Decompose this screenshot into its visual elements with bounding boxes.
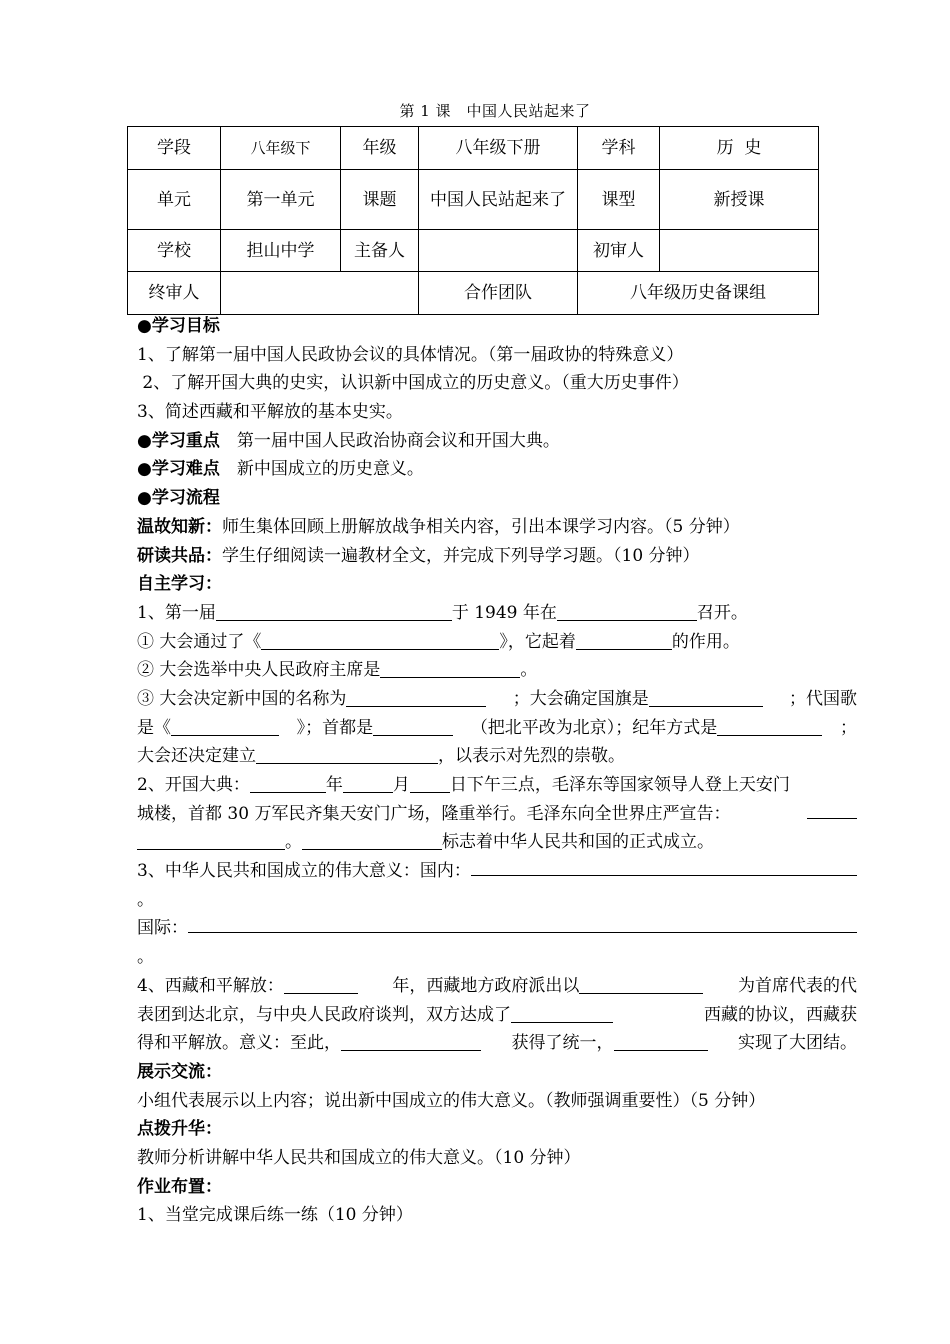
blank[interactable] — [557, 602, 697, 621]
table-row — [128, 272, 819, 315]
cell-reviewer[interactable] — [660, 230, 819, 272]
question-3-intl: 国际： — [137, 914, 857, 943]
cell-school: 担山中学 — [221, 230, 341, 272]
cell-team: 八年级历史备课组 — [578, 272, 819, 315]
objective-item: 2、了解开国大典的史实，认识新中国成立的历史意义。（重大历史事件） — [137, 373, 689, 394]
cell-unit: 第一单元 — [221, 170, 341, 230]
blank[interactable] — [256, 745, 438, 764]
lesson-title: 第 1 课 中国人民站起来了 — [399, 102, 591, 120]
difficulty-point — [137, 455, 857, 484]
blank[interactable] — [471, 857, 857, 876]
blank[interactable] — [216, 602, 452, 621]
blank[interactable] — [576, 631, 672, 650]
objectives-heading: ●学习目标 — [137, 316, 220, 336]
cell-label-grade: 年级 — [341, 127, 419, 170]
study-label: 研读共品： — [137, 545, 222, 566]
review-text: 师生集体回顾上册解放战争相关内容，引出本课学习内容。（5 分钟） — [222, 516, 740, 537]
review-label: 温故知新： — [137, 516, 222, 537]
blank[interactable] — [380, 659, 520, 678]
process-heading: ●学习流程 — [137, 488, 220, 509]
homework-text: 1、当堂完成课后练一练（10 分钟） — [137, 1205, 413, 1226]
cell-label-author: 主备人 — [341, 230, 419, 272]
cell-type: 新授课 — [660, 170, 819, 230]
blank[interactable] — [137, 831, 285, 850]
blank[interactable] — [614, 1032, 708, 1051]
key-point — [137, 427, 857, 456]
key-label: ●学习重点 — [137, 430, 220, 451]
question-1-3b: 是《 》；首都是 （把北平改为北京）；纪年方式是 ； — [137, 717, 857, 738]
question-2b: 城楼，首都 30 万军民齐集天安门广场，隆重举行。毛泽东向全世界庄严宣告： — [137, 800, 857, 829]
cell-label-final-reviewer: 终审人 — [128, 272, 221, 315]
cell-label-subject: 学科 — [578, 127, 660, 170]
question-4c: 得和平解放。意义：至此， 获得了统一， 实现了大团结。 — [137, 1033, 857, 1054]
question-3: 3、中华人民共和国成立的伟大意义：国内： — [137, 857, 857, 886]
study-step — [137, 542, 857, 571]
cell-subject: 历 史 — [660, 127, 819, 170]
lesson-info-table — [127, 126, 819, 315]
difficulty-text: 新中国成立的历史意义。 — [219, 459, 424, 480]
blank[interactable] — [341, 1032, 481, 1051]
cell-label-unit: 单元 — [128, 170, 221, 230]
question-1-1: ① 大会通过了《 》，它起着 的作用。 — [137, 631, 740, 652]
cell-stage: 八年级下 — [221, 127, 341, 170]
blank[interactable] — [717, 717, 822, 736]
key-text: 第一届中国人民政治协商会议和开国大典。 — [219, 430, 560, 451]
table-row — [128, 230, 819, 272]
cell-label-school: 学校 — [128, 230, 221, 272]
question-1-3c: 大会还决定建立 ，以表示对先烈的崇敬。 — [137, 746, 625, 767]
blank[interactable] — [250, 774, 326, 793]
blank[interactable] — [343, 774, 393, 793]
question-4: 4、西藏和平解放： 年，西藏地方政府派出以 为首席代表的代 — [137, 975, 857, 996]
blank[interactable] — [649, 688, 763, 707]
study-text: 学生仔细阅读一遍教材全文，并完成下列导学习题。（10 分钟） — [222, 545, 700, 566]
self-study-label: 自主学习： — [137, 574, 222, 595]
lift-label: 点拨升华： — [137, 1119, 222, 1140]
blank[interactable] — [284, 975, 358, 994]
table-row — [128, 170, 819, 230]
question-3-end: 。 — [137, 889, 154, 910]
cell-label-team: 合作团队 — [419, 272, 578, 315]
blank[interactable] — [579, 975, 703, 994]
objective-item: 1、了解第一届中国人民政协会议的具体情况。（第一届政协的特殊意义） — [137, 344, 684, 365]
cell-final-reviewer[interactable] — [221, 272, 419, 315]
cell-label-topic: 课题 — [341, 170, 419, 230]
table-row — [128, 127, 819, 170]
question-4b: 表团到达北京，与中央人民政府谈判，双方达成了 西藏的协议，西藏获 — [137, 1004, 857, 1025]
cell-label-type: 课型 — [578, 170, 660, 230]
blank[interactable] — [261, 631, 499, 650]
question-1-3: ③ 大会决定新中国的名称为 ；大会确定国旗是 ；代国歌 — [137, 688, 857, 709]
objective-item: 3、简述西藏和平解放的基本史实。 — [137, 402, 403, 423]
show-text: 小组代表展示以上内容；说出新中国成立的伟大意义。（教师强调重要性）（5 分钟） — [137, 1090, 766, 1111]
blank[interactable] — [346, 688, 486, 707]
cell-grade: 八年级下册 — [419, 127, 578, 170]
question-2c: 。 标志着中华人民共和国的正式成立。 — [137, 828, 857, 857]
difficulty-label: ●学习难点 — [137, 459, 220, 480]
show-label: 展示交流： — [137, 1061, 222, 1082]
blank[interactable] — [511, 1004, 613, 1023]
question-3-intl-end: 。 — [137, 947, 154, 968]
blank[interactable] — [188, 914, 857, 933]
question-2: 2、开国大典： 年 月 日下午三点，毛泽东等国家领导人登上天安门 — [137, 775, 790, 795]
homework-label: 作业布置： — [137, 1176, 222, 1197]
lesson-body — [137, 312, 857, 1230]
question-1-2: ② 大会选举中央人民政府主席是 。 — [137, 660, 538, 681]
cell-topic: 中国人民站起来了 — [419, 170, 578, 230]
lift-text: 教师分析讲解中华人民共和国成立的伟大意义。（10 分钟） — [137, 1147, 581, 1168]
blank[interactable] — [807, 800, 857, 819]
cell-label-reviewer: 初审人 — [578, 230, 660, 272]
blank[interactable] — [373, 717, 453, 736]
blank[interactable] — [302, 831, 442, 850]
cell-author[interactable] — [419, 230, 578, 272]
cell-label-stage: 学段 — [128, 127, 221, 170]
blank[interactable] — [171, 717, 279, 736]
question-1: 1、第一届 于 1949 年在 召开。 — [137, 602, 748, 623]
review-step — [137, 513, 857, 542]
blank[interactable] — [410, 774, 450, 793]
